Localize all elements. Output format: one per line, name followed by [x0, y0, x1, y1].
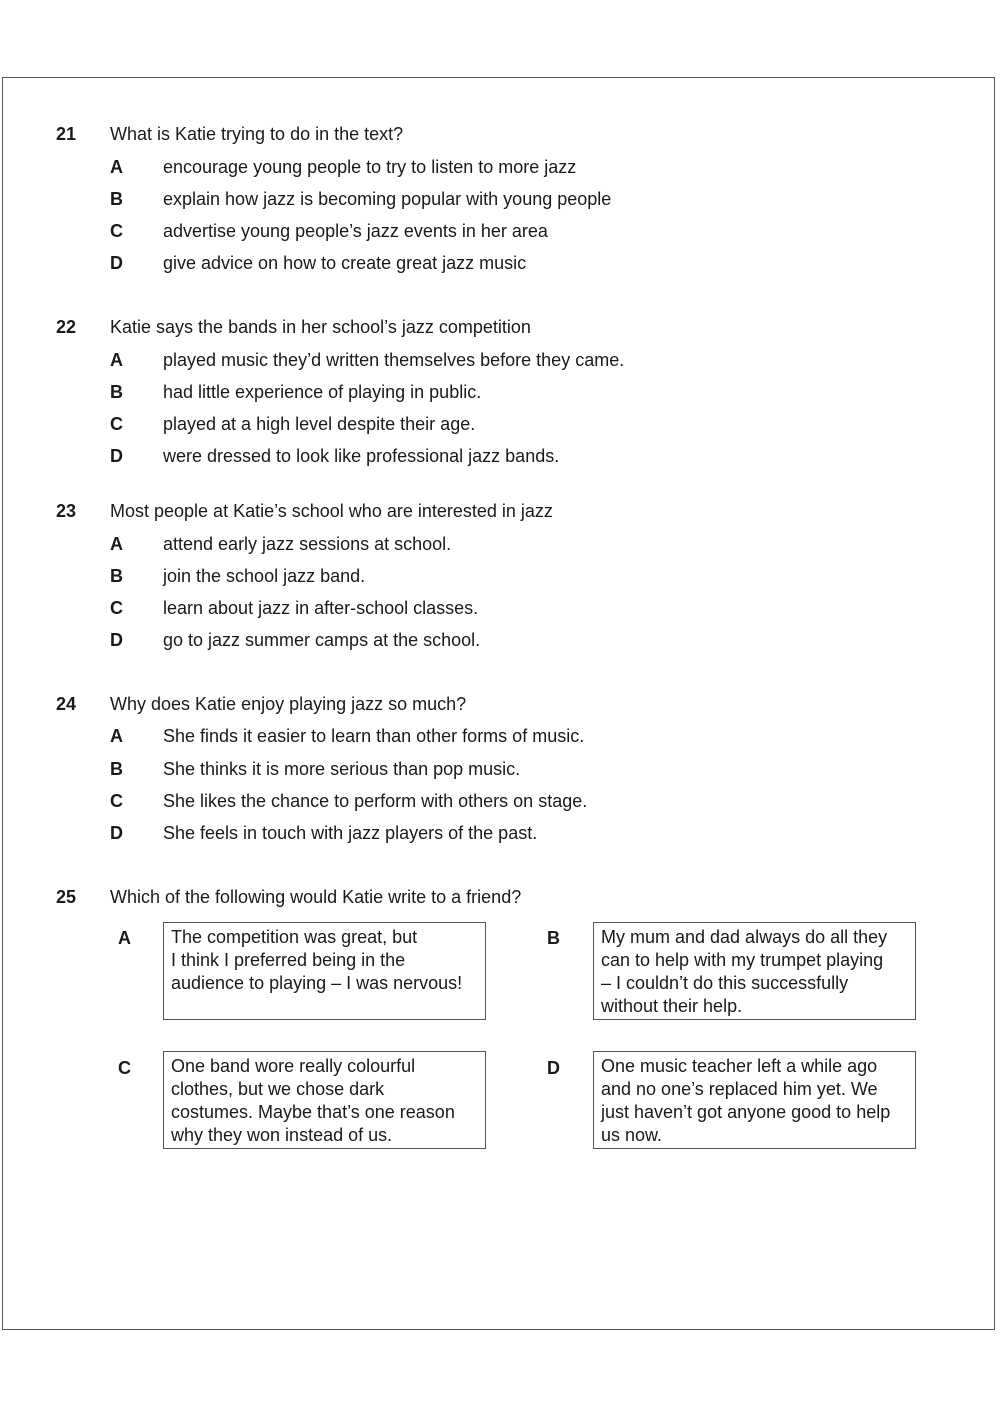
option-25-c-box[interactable]: One band wore really colourful clothes, but we chose dark costumes. Maybe that’s one reason why they won instead of us. [163, 1051, 486, 1149]
option-text: join the school jazz band. [163, 566, 366, 586]
question-number: 23 [56, 501, 77, 521]
option-text: played music they’d written themselves before they came. [163, 350, 625, 370]
option-letter: B [110, 189, 123, 209]
question-number: 25 [56, 887, 77, 907]
option-letter: C [110, 791, 123, 811]
option-text: learn about jazz in after-school classes. [163, 598, 479, 618]
option-letter: B [110, 759, 123, 779]
question-text: Most people at Katie’s school who are interested in jazz [110, 501, 553, 521]
question-text: Why does Katie enjoy playing jazz so much? [110, 694, 467, 714]
option-22-c[interactable] [0, 412, 1000, 438]
option-letter: D [110, 253, 123, 273]
question-text: Katie says the bands in her school’s jazz competition [110, 317, 531, 337]
option-23-b[interactable] [0, 564, 1000, 590]
option-24-c[interactable] [0, 789, 1000, 815]
option-letter: C [110, 414, 123, 434]
option-letter: D [110, 630, 123, 650]
option-text: had little experience of playing in public. [163, 382, 482, 402]
option-24-d[interactable] [0, 821, 1000, 847]
box-letter-c: C [118, 1058, 131, 1078]
option-21-c[interactable] [0, 219, 1000, 245]
option-letter: B [110, 566, 123, 586]
box-letter-b: B [547, 928, 560, 948]
option-letter: A [110, 726, 123, 746]
option-25-d-box[interactable]: One music teacher left a while ago and no one’s replaced him yet. We just haven’t got anyone good to help us now. [593, 1051, 916, 1149]
option-letter: D [110, 823, 123, 843]
option-letter: C [110, 221, 123, 241]
option-letter: A [110, 534, 123, 554]
option-24-b[interactable] [0, 757, 1000, 783]
box-letter-d: D [547, 1058, 560, 1078]
option-text: attend early jazz sessions at school. [163, 534, 452, 554]
option-24-a[interactable] [0, 724, 1000, 750]
option-text: She likes the chance to perform with others on stage. [163, 791, 588, 811]
option-letter: D [110, 446, 123, 466]
option-25-b-box[interactable]: My mum and dad always do all they can to help with my trumpet playing – I couldn’t do this successfully without their help. [593, 922, 916, 1020]
option-22-a[interactable] [0, 348, 1000, 374]
option-letter: C [110, 598, 123, 618]
option-letter: A [110, 157, 123, 177]
question-number: 22 [56, 317, 77, 337]
question-number: 21 [56, 124, 77, 144]
question-text: What is Katie trying to do in the text? [110, 124, 404, 144]
option-22-b[interactable] [0, 380, 1000, 406]
option-text: encourage young people to try to listen to more jazz [163, 157, 577, 177]
option-text: She thinks it is more serious than pop music. [163, 759, 521, 779]
question-text: Which of the following would Katie write to a friend? [110, 887, 522, 907]
option-23-a[interactable] [0, 532, 1000, 558]
option-21-b[interactable] [0, 187, 1000, 213]
option-text: give advice on how to create great jazz music [163, 253, 527, 273]
box-letter-a: A [118, 928, 131, 948]
option-text: were dressed to look like professional jazz bands. [163, 446, 560, 466]
option-25-a-box[interactable]: The competition was great, but I think I preferred being in the audience to playing – I was nervous! [163, 922, 486, 1020]
option-21-d[interactable] [0, 251, 1000, 277]
option-text: advertise young people’s jazz events in her area [163, 221, 548, 241]
option-letter: A [110, 350, 123, 370]
option-letter: B [110, 382, 123, 402]
option-text: explain how jazz is becoming popular with young people [163, 189, 612, 209]
option-21-a[interactable] [0, 155, 1000, 181]
question-number: 24 [56, 694, 77, 714]
option-23-d[interactable] [0, 628, 1000, 654]
option-22-d[interactable] [0, 444, 1000, 470]
option-text: She feels in touch with jazz players of the past. [163, 823, 538, 843]
option-text: She finds it easier to learn than other forms of music. [163, 726, 585, 746]
option-text: go to jazz summer camps at the school. [163, 630, 481, 650]
option-text: played at a high level despite their age. [163, 414, 476, 434]
option-23-c[interactable] [0, 596, 1000, 622]
